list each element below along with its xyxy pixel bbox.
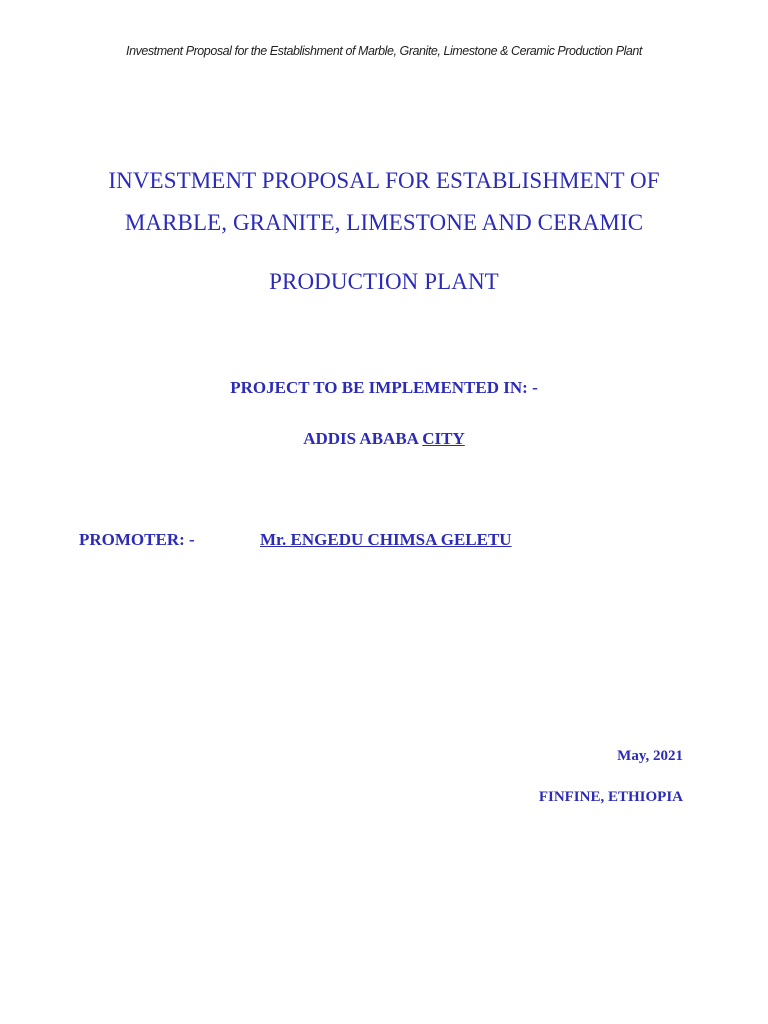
document-title-line-1: INVESTMENT PROPOSAL FOR ESTABLISHMENT OF	[108, 168, 660, 193]
location-place-suffix: CITY	[422, 429, 465, 448]
document-title-line-3: PRODUCTION PLANT	[269, 269, 499, 294]
implementation-location-label: PROJECT TO BE IMPLEMENTED IN: -	[230, 378, 538, 397]
implementation-location	[0, 429, 768, 449]
location-place: ADDIS ABABA	[303, 429, 419, 448]
running-header: Investment Proposal for the Establishment of Marble, Granite, Limestone & Ceramic Production Plant	[126, 44, 642, 58]
promoter-name: Mr. ENGEDU CHIMSA GELETU	[260, 530, 512, 549]
promoter-label: PROMOTER: -	[79, 530, 195, 549]
document-date: May, 2021	[617, 748, 683, 764]
document-city: FINFINE, ETHIOPIA	[538, 789, 683, 805]
document-title-line-2: MARBLE, GRANITE, LIMESTONE AND CERAMIC	[124, 210, 644, 235]
